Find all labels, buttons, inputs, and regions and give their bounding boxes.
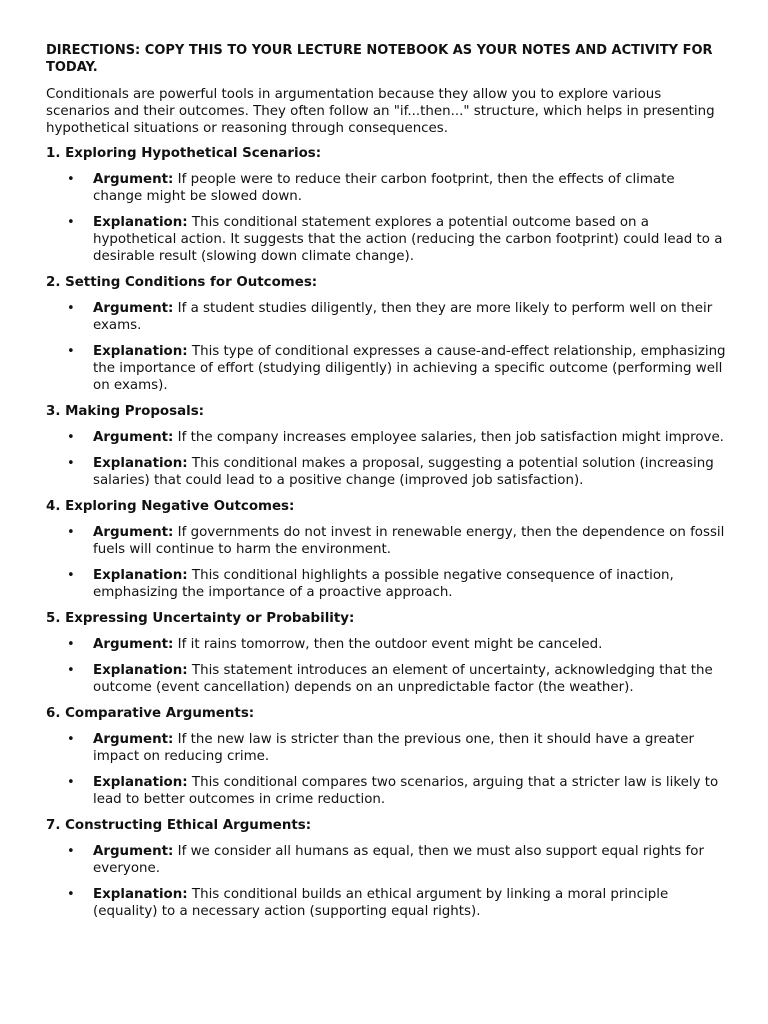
section — [46, 404, 726, 490]
bullet-icon: • — [67, 524, 75, 540]
item-label: Explanation: — [93, 344, 188, 360]
bullet-icon: • — [67, 456, 75, 472]
bullet-icon: • — [67, 732, 75, 748]
directions-heading: DIRECTIONS: COPY THIS TO YOUR LECTURE NOTEBOOK AS YOUR NOTES AND ACTIVITY FOR TODAY. — [46, 43, 713, 75]
list-item — [46, 215, 726, 265]
bullet-list — [46, 172, 726, 265]
section-title: 1. Exploring Hypothetical Scenarios: — [46, 146, 322, 162]
list-item — [46, 732, 726, 766]
bullet-list — [46, 844, 726, 921]
item-label: Argument: — [93, 732, 174, 748]
list-item — [46, 344, 726, 394]
item-text: If it rains tomorrow, then the outdoor event might be canceled. — [173, 636, 603, 652]
list-item — [46, 301, 726, 335]
list-item — [46, 637, 726, 654]
list-item — [46, 887, 726, 921]
list-item — [46, 568, 726, 602]
bullet-list — [46, 637, 726, 697]
document-page — [46, 43, 726, 930]
item-text: This statement introduces an element of uncertainty, acknowledging that the outcome (event cancellation) depends on an unpredictable factor (the weather). — [93, 663, 713, 696]
bullet-icon: • — [67, 775, 75, 791]
list-item — [46, 844, 726, 878]
bullet-icon: • — [67, 636, 75, 652]
bullet-icon: • — [67, 172, 75, 188]
bullet-icon: • — [67, 429, 75, 445]
item-label: Explanation: — [93, 456, 188, 472]
item-text: If governments do not invest in renewable energy, then the dependence on fossil fuels will continue to harm the environment. — [93, 524, 725, 557]
bullet-icon: • — [67, 844, 75, 860]
item-text: This conditional builds an ethical argument by linking a moral principle (equality) to a necessary action (supporting equal rights). — [93, 887, 669, 919]
item-label: Explanation: — [93, 663, 188, 679]
bullet-list — [46, 525, 726, 602]
item-text: This type of conditional expresses a cause-and-effect relationship, emphasizing the importance of effort (studying diligently) in achieving a specific outcome (performing well on exams). — [93, 344, 726, 393]
bullet-icon: • — [67, 568, 75, 584]
section-title: 2. Setting Conditions for Outcomes: — [46, 275, 318, 291]
section — [46, 499, 726, 601]
item-text: This conditional compares two scenarios, arguing that a stricter law is likely to lead to better outcomes in crime reduction. — [93, 775, 719, 807]
item-text: If the new law is stricter than the previous one, then it should have a greater impact on reducing crime. — [93, 732, 695, 764]
list-item — [46, 775, 726, 809]
bullet-list — [46, 732, 726, 809]
section — [46, 146, 726, 265]
bullet-icon: • — [67, 215, 75, 231]
sections-container — [46, 146, 726, 920]
section-title: 4. Exploring Negative Outcomes: — [46, 499, 295, 515]
section-title: 6. Comparative Arguments: — [46, 706, 255, 722]
item-text: If the company increases employee salaries, then job satisfaction might improve. — [173, 429, 724, 445]
section — [46, 818, 726, 920]
item-label: Explanation: — [93, 775, 188, 791]
item-label: Explanation: — [93, 568, 188, 584]
section — [46, 611, 726, 697]
item-text: This conditional highlights a possible negative consequence of inaction, emphasizing the importance of a proactive approach. — [93, 568, 674, 600]
section — [46, 275, 726, 394]
list-item — [46, 172, 726, 206]
bullet-list — [46, 301, 726, 394]
item-label: Argument: — [93, 636, 174, 652]
bullet-icon: • — [67, 344, 75, 360]
item-text: If we consider all humans as equal, then we must also support equal rights for everyone. — [93, 844, 704, 876]
bullet-icon: • — [67, 887, 75, 903]
list-item — [46, 456, 726, 490]
intro-paragraph: Conditionals are powerful tools in argumentation because they allow you to explore various scenarios and their outcomes. They often follow an "if...then..." structure, which helps in presenting hypothetical situations or reasoning through consequences. — [46, 87, 715, 136]
section — [46, 706, 726, 808]
section-title: 7. Constructing Ethical Arguments: — [46, 818, 312, 834]
item-label: Argument: — [93, 172, 174, 188]
item-text: If people were to reduce their carbon footprint, then the effects of climate change might be slowed down. — [93, 172, 675, 204]
list-item — [46, 525, 726, 559]
item-text: This conditional makes a proposal, suggesting a potential solution (increasing salaries) that could lead to a positive change (improved job satisfaction). — [93, 456, 714, 488]
item-label: Explanation: — [93, 887, 188, 903]
item-label: Explanation: — [93, 215, 188, 231]
list-item — [46, 663, 726, 697]
item-text: This conditional statement explores a potential outcome based on a hypothetical action. It suggests that the action (reducing the carbon footprint) could lead to a desirable result (slowing down climate change). — [93, 215, 723, 264]
item-label: Argument: — [93, 844, 174, 860]
bullet-list — [46, 430, 726, 490]
item-label: Argument: — [93, 524, 174, 540]
bullet-icon: • — [67, 663, 75, 679]
list-item — [46, 430, 726, 447]
section-title: 5. Expressing Uncertainty or Probability: — [46, 611, 355, 627]
section-title: 3. Making Proposals: — [46, 403, 205, 419]
item-text: If a student studies diligently, then they are more likely to perform well on their exams. — [93, 300, 713, 333]
item-label: Argument: — [93, 429, 174, 445]
bullet-icon: • — [67, 300, 75, 316]
item-label: Argument: — [93, 300, 174, 316]
